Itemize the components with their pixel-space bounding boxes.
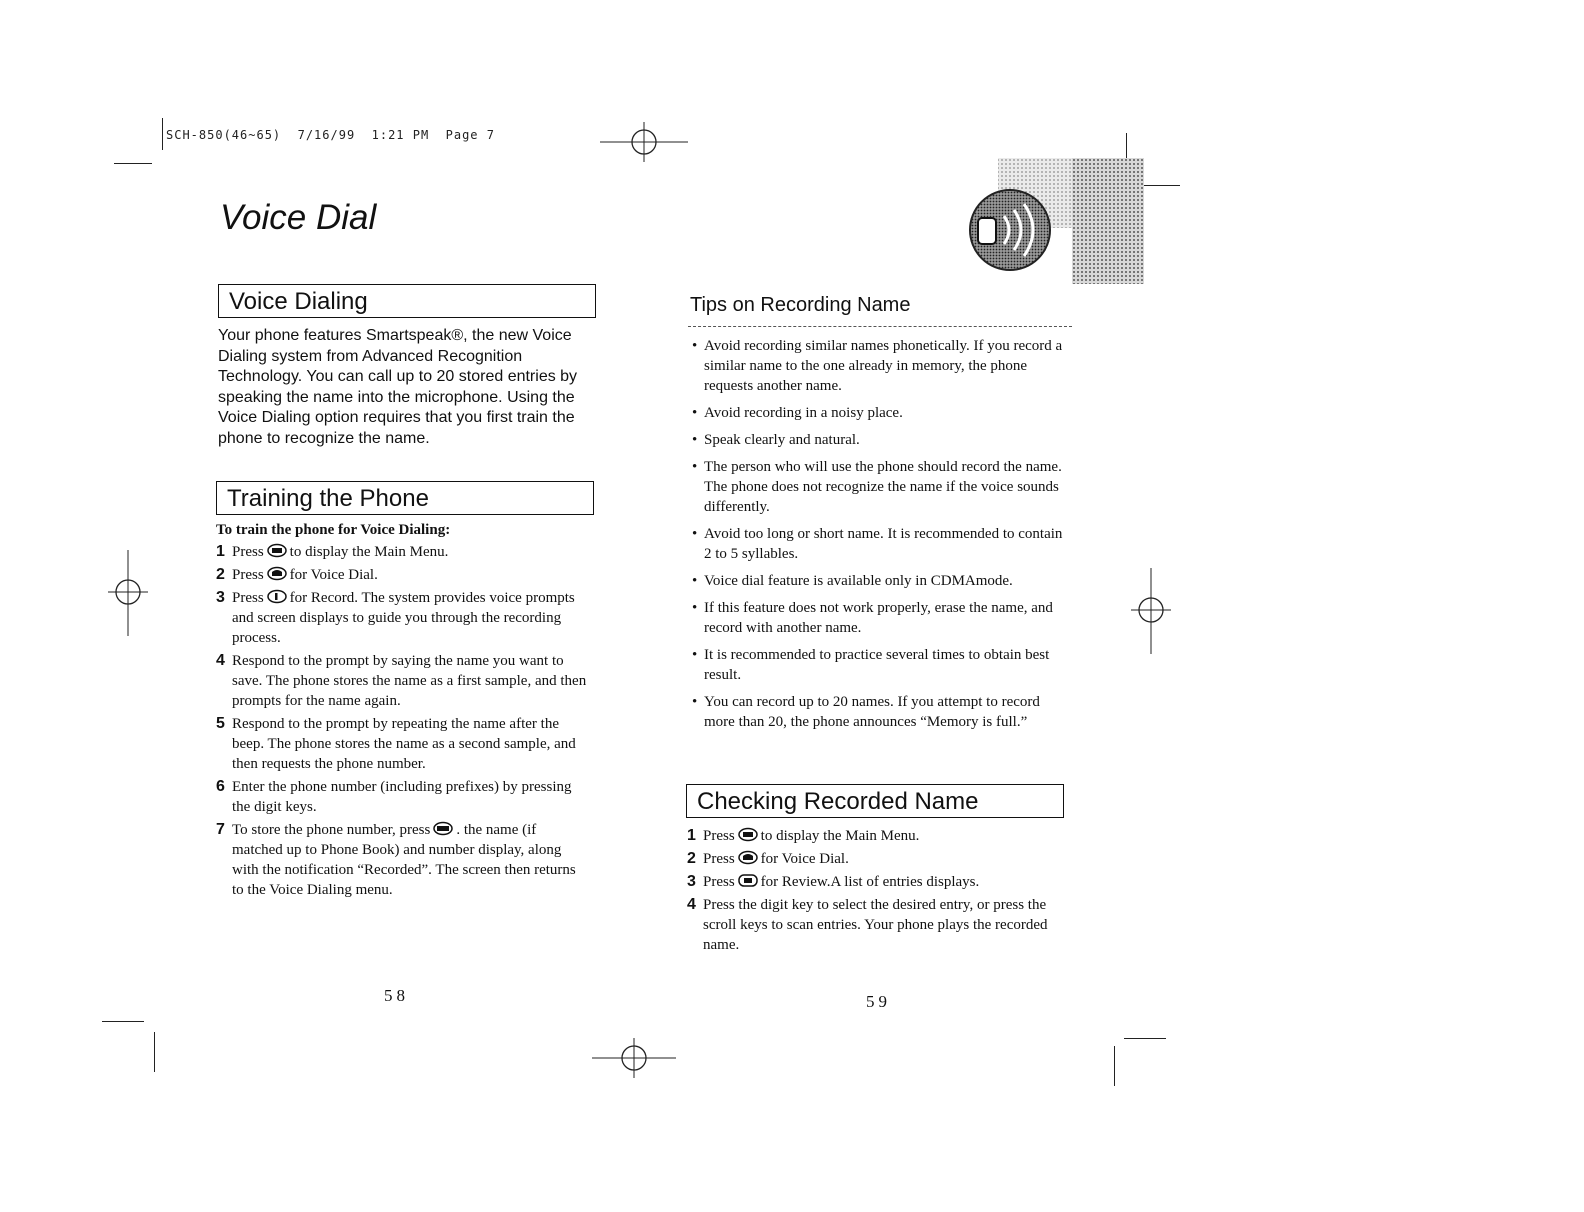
step-number: 4: [687, 896, 696, 913]
voice-key-icon: [266, 566, 288, 581]
checking-section: [687, 826, 1059, 958]
step-number: 1: [687, 827, 696, 844]
store-key-icon: [432, 821, 454, 836]
step-number: 7: [216, 821, 225, 838]
page-title: Voice Dial: [220, 198, 377, 237]
crop-mark: [1124, 1038, 1166, 1039]
step-text: Respond to the prompt by repeating the name after the beep. The phone stores the name as a second sample, and then requests the phone number.: [232, 716, 576, 772]
registration-mark-icon: [600, 120, 688, 164]
step-number: 2: [216, 566, 225, 583]
tip-item: • If this feature does not work properly, erase the name, and record with another name.: [692, 600, 1053, 636]
tip-text: Avoid too long or short name. It is recommended to contain 2 to 5 syllables.: [704, 526, 1063, 562]
step-text: Press: [703, 874, 735, 890]
step-text: Press: [703, 828, 735, 844]
tip-item: • Avoid recording in a noisy place.: [692, 405, 903, 421]
key-2-icon: [737, 873, 759, 888]
tip-text: Voice dial feature is available only in CDMAmode.: [704, 573, 1013, 589]
tip-text: It is recommended to practice several times to obtain best result.: [704, 647, 1050, 683]
step-text: Press: [232, 567, 264, 583]
step-text: for Record. The system provides voice prompts and screen displays to guide you through the recording process.: [232, 590, 575, 646]
crop-mark: [114, 163, 152, 164]
training-step: [216, 777, 588, 817]
step-text: to display the Main Menu.: [760, 828, 920, 844]
step-number: 3: [687, 873, 696, 890]
training-step: [216, 820, 588, 900]
tip-item: • Voice dial feature is available only in CDMAmode.: [692, 573, 1013, 589]
step-text: Press the digit key to select the desired entry, or press the scroll keys to scan entries. Your phone plays the recorded name.: [703, 897, 1048, 953]
step-text: for Voice Dial.: [760, 851, 849, 867]
training-step: [216, 588, 588, 648]
tips-divider: [688, 326, 1072, 327]
tip-text: Avoid recording in a noisy place.: [704, 405, 903, 421]
page-number-right: 59: [866, 992, 891, 1011]
step-number: 1: [216, 543, 225, 560]
checking-heading: Checking Recorded Name: [686, 784, 1064, 818]
training-section: [216, 520, 588, 903]
key-1-icon: [266, 589, 288, 604]
tip-text: Avoid recording similar names phonetically. If you record a similar name to the one already in memory, the phone requests another name.: [704, 338, 1063, 394]
menu-key-icon: [266, 543, 288, 558]
step-text: for Review.A list of entries displays.: [760, 874, 980, 890]
registration-mark-icon: [106, 550, 150, 636]
step-text: . the name (if matched up to Phone Book) and number display, along with the notification “Recorded”. The screen then returns to the Voice Dialing menu.: [232, 822, 576, 898]
tips-heading-block: [690, 294, 1070, 317]
voice-dialing-paragraph: Your phone features Smartspeak®, the new Voice Dialing system from Advanced Recognition Technology. You can call up to 20 stored entries by speaking the name into the microphone. Using the Voice Dialing option requires that you first train the phone to recognize the name.: [218, 327, 578, 447]
checking-step: [687, 826, 1059, 846]
crop-mark: [154, 1032, 155, 1072]
training-step: [216, 714, 588, 774]
step-number: 5: [216, 715, 225, 732]
tips-heading: Tips on Recording Name: [690, 294, 911, 316]
tip-item: • It is recommended to practice several times to obtain best result.: [692, 647, 1050, 683]
tip-item: • Avoid recording similar names phonetically. If you record a similar name to the one already in memory, the phone requests another name.: [692, 338, 1063, 394]
checking-step: [687, 895, 1059, 955]
step-number: 3: [216, 589, 225, 606]
voice-dial-graphic: [968, 158, 1146, 286]
crop-mark: [162, 118, 163, 150]
voice-key-icon: [737, 850, 759, 865]
checking-step: [687, 872, 1059, 892]
registration-mark-icon: [1128, 568, 1174, 654]
voice-dialing-heading: Voice Dialing: [218, 284, 596, 318]
print-slug: SCH-850(46~65) 7/16/99 1:21 PM Page 7: [166, 128, 495, 142]
step-text: to display the Main Menu.: [289, 544, 449, 560]
training-heading: Training the Phone: [216, 481, 594, 515]
tip-item: • Avoid too long or short name. It is recommended to contain 2 to 5 syllables.: [692, 526, 1063, 562]
training-step: [216, 565, 588, 585]
training-intro: To train the phone for Voice Dialing:: [216, 522, 451, 538]
step-text: Enter the phone number (including prefixes) by pressing the digit keys.: [232, 779, 572, 815]
checking-step: [687, 849, 1059, 869]
registration-mark-icon: [592, 1036, 676, 1080]
training-step: [216, 651, 588, 711]
page-number-left: 58: [384, 986, 409, 1005]
tip-text: If this feature does not work properly, erase the name, and record with another name.: [704, 600, 1053, 636]
step-text: Respond to the prompt by saying the name you want to save. The phone stores the name as a first sample, and then prompts for the name again.: [232, 653, 587, 709]
step-text: for Voice Dial.: [289, 567, 378, 583]
tip-item: • The person who will use the phone should record the name. The phone does not recognize the name if the voice sounds differently.: [692, 459, 1062, 515]
tips-list: [690, 336, 1068, 739]
step-number: 4: [216, 652, 225, 669]
step-number: 6: [216, 778, 225, 795]
tip-text: Speak clearly and natural.: [704, 432, 860, 448]
step-text: To store the phone number, press: [232, 822, 431, 838]
training-step: [216, 542, 588, 562]
tip-item: • Speak clearly and natural.: [692, 432, 860, 448]
step-text: Press: [703, 851, 735, 867]
tip-text: You can record up to 20 names. If you attempt to record more than 20, the phone announces “Memory is full.”: [704, 694, 1040, 730]
step-number: 2: [687, 850, 696, 867]
step-text: Press: [232, 544, 264, 560]
crop-mark: [102, 1021, 144, 1022]
menu-key-icon: [737, 827, 759, 842]
tip-text: The person who will use the phone should record the name. The phone does not recognize the name if the voice sounds differently.: [704, 459, 1062, 515]
step-text: Press: [232, 590, 264, 606]
tip-item: • You can record up to 20 names. If you attempt to record more than 20, the phone announces “Memory is full.”: [692, 694, 1040, 730]
crop-mark: [1114, 1046, 1115, 1086]
